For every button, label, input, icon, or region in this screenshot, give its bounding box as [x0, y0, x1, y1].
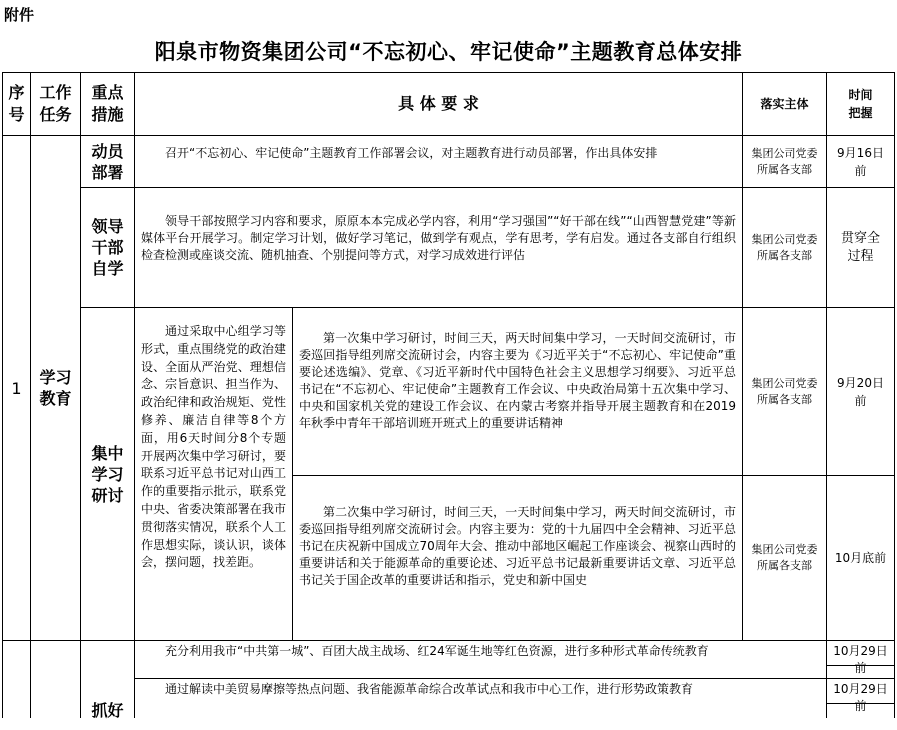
measure-group-study: 集中学习研讨: [91, 443, 124, 505]
col-header-seq: 序号: [8, 83, 25, 124]
col-header-time: 时间把握: [848, 88, 873, 120]
time-session-2: 10月底前: [834, 551, 887, 565]
requirement-red-education: 充分利用我市“中共第一城”、百团大战主战场、红24军诞生地等红色资源，进行多种形式革命传统教育: [165, 644, 709, 658]
requirement-session-1: 第一次集中学习研讨，时间三天，两天时间集中学习，一天时间交流研讨，市委巡回指导组列席交流研讨会，内容主要为《习近平关于“不忘初心、牢记使命”重要论述选编》、党章、《习近平新时代中国特色社会主义思想学习纲要》、习近平总书记在“不忘初心、牢记使命”主题教育工作会议、中央政治局第十五次集中学习、中央和国家机关党的建设工作会议、在内蒙古考察并指导开展主题教育和在2019年秋季中青年干部培训班开班式上的重要讲话精神: [299, 331, 736, 430]
col-header-owner: 落实主体: [760, 97, 809, 111]
owner-session-2: 集团公司党委所属各支部: [751, 543, 818, 572]
owner-session-1: 集团公司党委所属各支部: [751, 376, 818, 406]
requirement-session-2: 第二次集中学习研讨，时间三天，一天时间集中学习，两天时间交流研讨，市委巡回指导组列席交流研讨会。内容主要为：党的十九届四中全会精神、习近平总书记在庆祝新中国成立70周年大会、推动中部地区崛起工作座谈会、视察山西时的重要讲话和关于能源革命的重要论述、习近平总书记最新重要讲话文章、习近平总书记关于国企改革的重要讲话和指示，党史和新中国史: [299, 505, 736, 587]
measure-self-study: 领导干部自学: [91, 217, 124, 278]
time-red-education: 10月29日前: [833, 644, 888, 675]
time-self-study: 贯穿全过程: [841, 230, 881, 264]
col-header-requirement: 具 体 要 求: [398, 94, 479, 113]
requirement-mobilization: 召开“不忘初心、牢记使命”主题教育工作部署会议，对主题教育进行动员部署，作出具体安排: [165, 146, 658, 160]
measure-section2: 抓好: [91, 701, 124, 720]
attachment-label: 附件: [4, 6, 35, 24]
time-session-1: 9月20日前: [837, 375, 884, 408]
owner-self-study: 集团公司党委所属各支部: [751, 232, 818, 262]
time-mobilization: 9月16日前: [837, 145, 884, 178]
section1-task: 学习教育: [39, 368, 72, 408]
requirement-policy-education: 通过解读中美贸易摩擦等热点问题、我省能源革命综合改革试点和我市中心工作，进行形势政策教育: [165, 682, 694, 696]
measure-mobilization: 动员部署: [91, 141, 124, 182]
group-study-overview: 通过采取中心组学习等形式，重点围绕党的政治建设、全面从严治党、理想信念、宗旨意识、担当作为、政治纪律和政治规矩、党性修养、廉洁自律等8个方面，用6天时间分8个专题开展两次集中学习研讨，要联系习近平总书记对山西工作的重要指示批示，联系党中央、省委决策部署在我市贯彻落实情况，联系个人工作思想实际，谈认识，谈体会，摆问题，找差距。: [141, 324, 286, 570]
requirement-self-study: 领导干部按照学习内容和要求，原原本本完成必学内容，利用“学习强国”“好干部在线”“山西智慧党建”等新媒体平台开展学习。制定学习计划，做好学习笔记，做到学有观点，学有思考，学有启发。通过各支部自行组织检查检测或座谈交流、随机抽查、个别提问等方式，对学习成效进行评估: [141, 214, 736, 262]
section1-seq: 1: [11, 378, 22, 398]
time-policy-education: 10月29日前: [833, 682, 888, 713]
col-header-measure: 重点措施: [91, 83, 124, 124]
col-header-task: 工作任务: [39, 83, 72, 124]
owner-mobilization: 集团公司党委所属各支部: [751, 146, 818, 176]
document-title: 阳泉市物资集团公司“不忘初心、牢记使命”主题教育总体安排: [154, 40, 743, 64]
